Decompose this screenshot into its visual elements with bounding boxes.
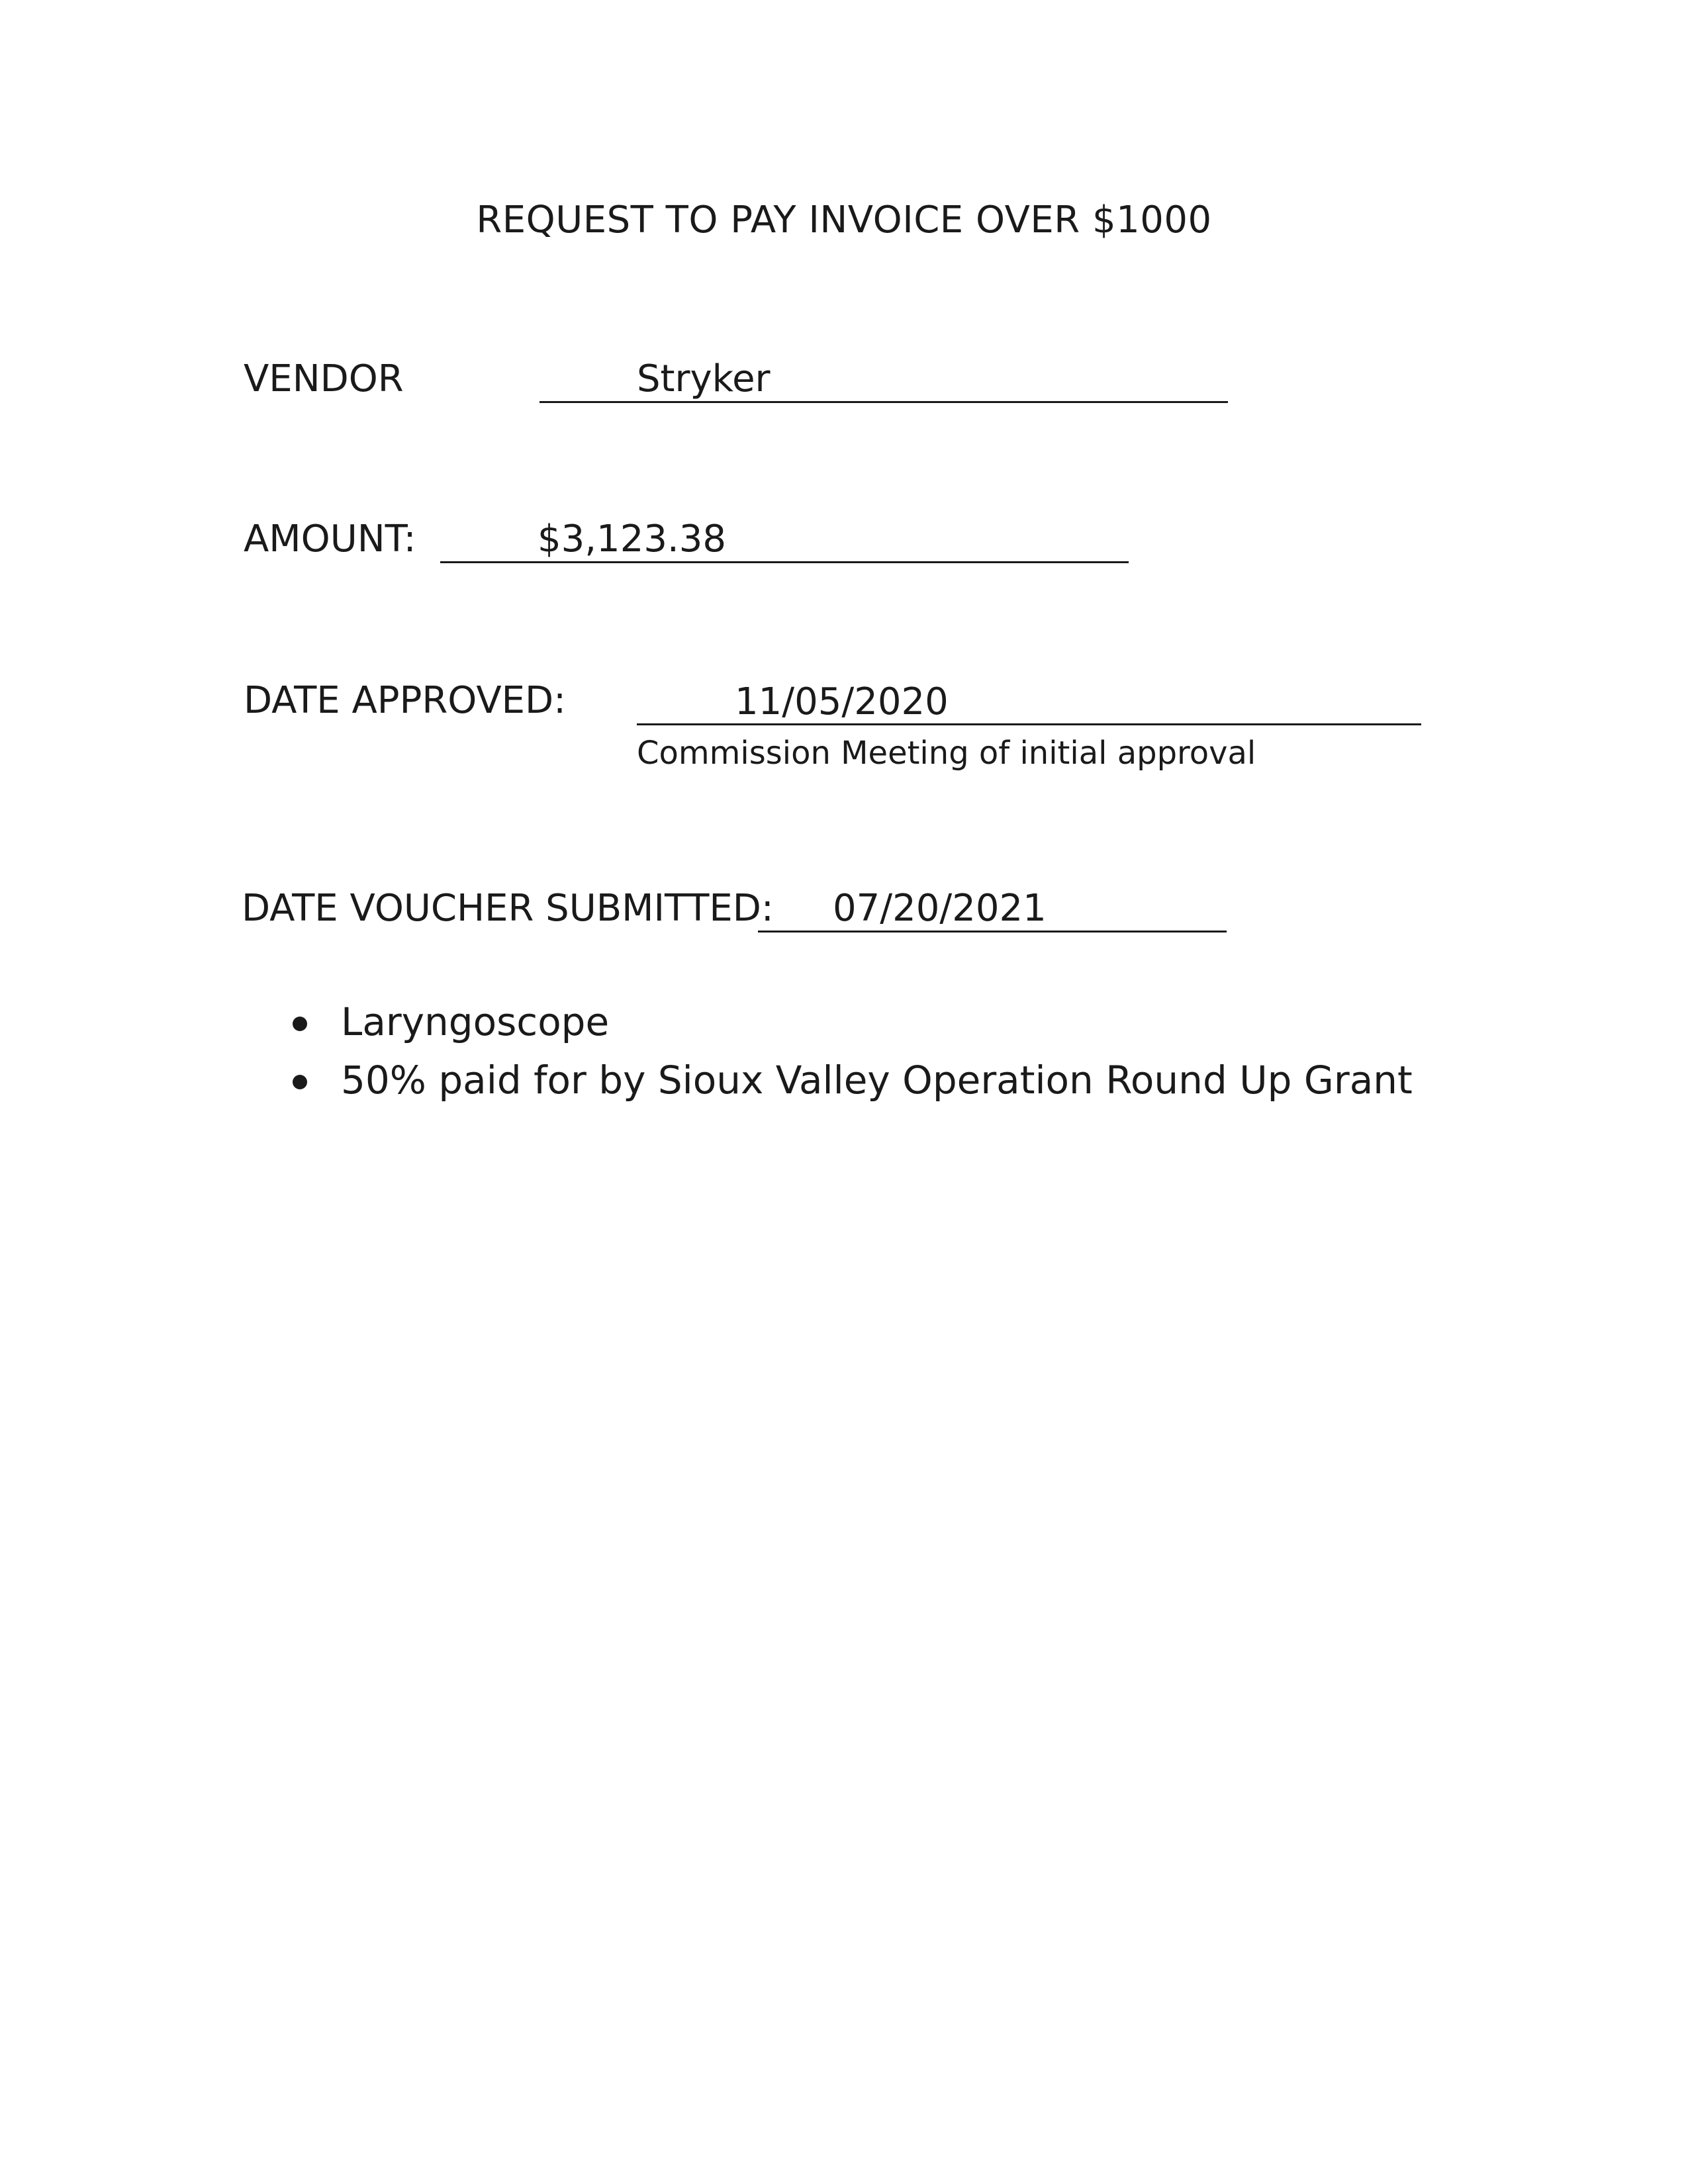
list-item-text: 50% paid for by Sioux Valley Operation Round Up Grant <box>341 1058 1413 1103</box>
date-approved-value: 11/05/2020 <box>735 680 949 723</box>
amount-label: AMOUNT: <box>244 518 416 561</box>
page-title: REQUEST TO PAY INVOICE OVER $1000 <box>476 199 1212 242</box>
bullet-icon <box>293 1017 307 1031</box>
date-approved-underline <box>637 723 1421 725</box>
amount-underline <box>440 561 1129 563</box>
bullet-icon <box>293 1075 307 1089</box>
vendor-value: Stryker <box>637 357 771 400</box>
voucher-submitted-label: DATE VOUCHER SUBMITTED: <box>242 887 774 930</box>
vendor-underline <box>539 401 1228 403</box>
voucher-submitted-value: 07/20/2021 <box>833 887 1047 930</box>
list-item <box>285 1051 1413 1109</box>
list-item <box>285 993 1413 1051</box>
voucher-submitted-underline <box>758 931 1227 933</box>
item-list <box>285 993 1413 1109</box>
amount-value: $3,123.38 <box>538 518 727 561</box>
date-approved-note: Commission Meeting of initial approval <box>637 735 1256 772</box>
list-item-text: Laryngoscope <box>341 999 610 1044</box>
date-approved-label: DATE APPROVED: <box>244 679 567 722</box>
vendor-label: VENDOR <box>244 357 404 400</box>
